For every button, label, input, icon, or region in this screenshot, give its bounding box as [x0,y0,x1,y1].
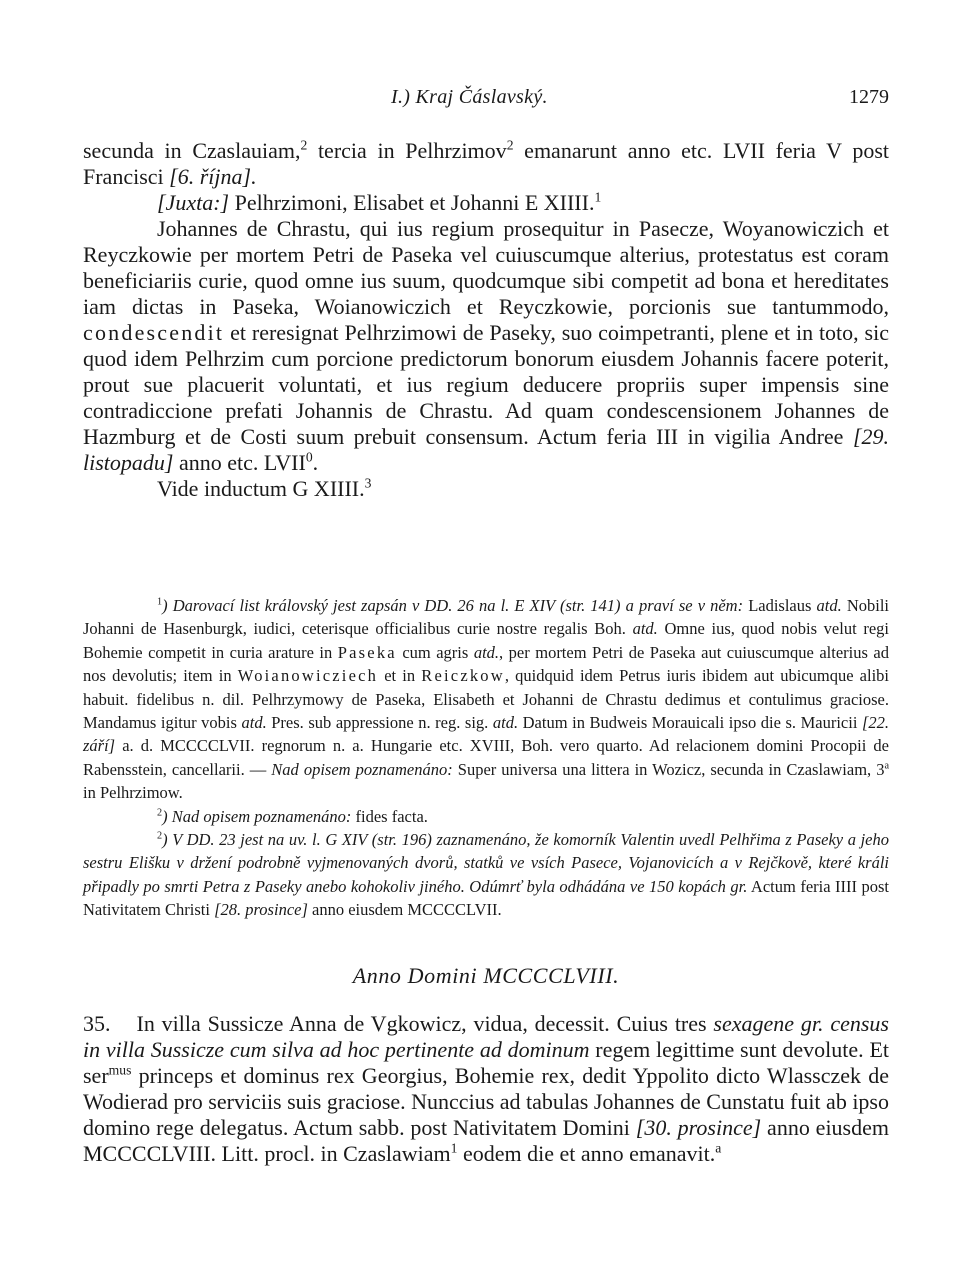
text-run: Johannes de Chrastu, qui ius regium prosequitur in Pasecze, Woyanowiczich et Reyczkowie per mortem Petri de Paseka vel cuiuscumque alterius, protestatus est coram beneficiariis curie, quod omne ius suum, quodcumque sibi competit ad bona et hereditates iam dictas in Paseka, Woianowiczich et Reyczkowie, porcionis sue tantummodo, [83,216,889,319]
text-run: Actum feria IIII post Nativitatem Christi [83,876,889,920]
text-run: anno etc. LVII [173,450,306,475]
footnotes [83,594,889,922]
text-run: Datum in Budweis Morauicali ipso die s. Mauricii [518,713,862,733]
footnote [83,828,889,922]
paragraph [83,138,889,190]
footnote [83,805,889,828]
paragraph [83,216,889,476]
text-run: Vide inductum G XIIII. [157,476,365,501]
text-run: princeps et dominus rex Georgius, Bohemie rex, dedit Yppolito dicto Wlassczek de Wodierad pro serviciis suis graciose. Nunccius ad tabulas Johannes de Cunstatu fuit ab ipso domino rege delegatus. Actum sabb. post Nativitatem Domini [83,1063,889,1140]
italic-run: ) Nad opisem poznamenáno: [162,806,352,826]
spaced-word: Woianowicziech [237,666,379,686]
text-run: Super universa una littera in Wozicz, secunda in Czaslawiam, 3 [452,759,885,779]
text-run: Nobili Johanni de Hasenburgk, iudici, ceterisque officialibus curie nostre regalis Boh. [83,596,890,639]
date-note: [28. prosince] [214,900,308,920]
italic-run: atd. [241,713,267,733]
text-run: . [312,450,319,475]
footnote-mark: 2 [157,830,163,842]
running-title: I.) Kraj Čáslavský. [391,86,548,108]
text-run: fides facta. [351,806,428,826]
text-run: tercia in Pelhrzimov [307,138,507,163]
paragraph [83,1011,889,1167]
text-run: emanarunt anno etc. LVII feria V post Francisci [83,138,889,189]
footnote-ref: 1 [450,1140,458,1156]
footnote-ref: 2 [506,137,514,153]
footnote-ref: a [715,1140,722,1156]
italic-run: Nad opisem poznamenáno: [271,759,453,779]
date-note: [29. listopadu] [83,424,889,475]
entry-35 [83,1011,889,1167]
italic-run: atd. [632,619,658,639]
text-run: Pres. sub appressione n. reg. sig. [266,713,493,733]
italic-run: sexagene gr. census in villa Sussicze cum silva ad hoc pertinente ad dominum [83,1011,889,1062]
text-run: et in [378,666,422,686]
text-run: eodem die et anno emanavit. [457,1141,716,1166]
body-text [83,138,889,502]
text-run: anno eiusdem MCCCCLVIII. Litt. procl. in Czaslawiam [83,1115,889,1166]
italic-run: atd. [816,596,842,615]
footnote-ref: 3 [364,475,372,491]
footnote-ref: 1 [594,189,602,205]
italic-run: atd. [492,713,519,733]
text-run: a. d. MCCCCLVII. regnorum n. a. Hungarie etc. XVIII, Boh. vero quarto. Ad relacionem domini Procopii de Rabensstein, cancellarii. — [83,736,889,779]
footnote-mark: 1 [157,596,163,608]
text-run: , quidquid idem Petrus iuris ibidem aut ubicumque alibi habuit. fidelibus n. dil. Pelhrzymowy de Paseka, Elisabeth et Johanni de Chrastu dedimus et contulimus graciose. Mandamus igitur vobis [83,666,890,733]
running-head [83,86,889,114]
paragraph [83,476,889,502]
spaced-word: Reiczkow [421,666,505,686]
superscript: a [884,760,890,772]
text-run: In villa Sussicze Anna de Vgkowicz, vidua, decessit. Cuius tres [136,1011,714,1036]
italic-run: atd. [473,642,500,662]
spaced-word: condescendit [83,320,225,345]
paragraph [83,190,889,216]
text-run: secunda in Czaslauiam, [83,138,301,163]
italic-run: ) Darovací list královský jest zapsán v DD. 26 na l. E XIV (str. 141) a praví se v něm: [162,596,744,615]
section-title: Anno Domini MCCCCLVIII. [352,963,620,988]
text-run: , per mortem Petri de Paseka aut cuiuscumque alterius ad nos devolutis; item in [83,642,889,686]
text-run: Pelhrzimoni, Elisabet et Johanni E XIIII. [229,190,595,215]
footnote [83,594,889,805]
date-note: [30. prosince] [635,1115,762,1140]
superscript: 0 [305,449,313,465]
superscript: mus [108,1062,132,1078]
text-run: cum agris [396,642,474,662]
spaced-word: Paseka [337,642,397,662]
footnote-mark: 2 [157,807,163,819]
editorial-note: [Juxta:] [157,190,230,215]
date-note: [22. září] [83,713,890,756]
text-run: regem legittime sunt devolute. Et ser [83,1037,889,1088]
text-run: et reresignat Pelhrzimowi de Paseky, suo coimpetranti, plene et in toto, sic quod idem Pelhrzim cum porcione predictorum bonorum eiusdem Johannis facere poterit, prout sue placuerit voluntati, et ius regium deducere propriis super impensis sine contradiccione prefati Johannis de Chrastu. Ad quam condescensionem Johannes de Hazmburg et de Costi suum prebuit consensum. Actum feria III in vigilia Andree [83,320,889,449]
date-note: [6. října]. [169,164,257,189]
italic-run: ) V DD. 23 jest na uv. l. G XIV (str. 196) zaznamenáno, že komorník Valentin uvedl Pelhřima z Paseky a jeho sestru Elišku v držení podrobně vyjmenovaných dvorů, statků ve vsích Pasece, Vojanovicích a v Rejčkově, které králi připadly po smrti Petra z Paseky anebo kohokoliv jiného. Odúmrť byla odhádána ve 150 kopách gr. [83,830,889,896]
page-number: 1279 [849,86,889,108]
text-run: in Pelhrzimow. [83,783,183,803]
text-run: anno eiusdem MCCCCLVII. [307,900,502,920]
text-run: Omne ius, quod nobis velut regi Bohemie competit in curia arature in [83,619,889,662]
entry-number: 35. [83,1011,111,1036]
footnote-ref: 2 [300,137,308,153]
text-run: Ladislaus [743,596,817,615]
